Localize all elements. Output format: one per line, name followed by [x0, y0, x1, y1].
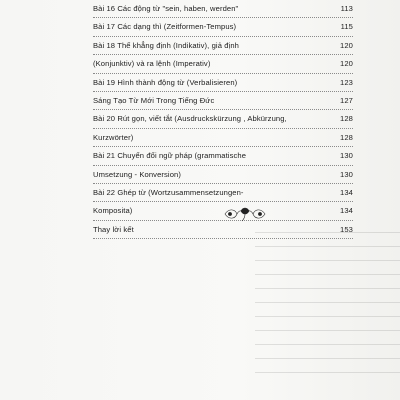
toc-entry-title: Thay lời kết: [93, 224, 134, 234]
toc-entry-page: 134: [340, 206, 353, 216]
toc-row: [93, 55, 353, 73]
toc-entry-page: 120: [340, 59, 353, 69]
toc-row: [93, 37, 353, 55]
toc-entry-title: Komposita): [93, 206, 133, 216]
toc-entry-page: 128: [340, 114, 353, 124]
toc-row: [93, 0, 353, 18]
toc-entry-title: Bài 16 Các động từ "sein, haben, werden": [93, 4, 239, 13]
toc-row: [93, 166, 353, 184]
toc-entry-page: 127: [340, 95, 353, 105]
floral-ornament-icon: [223, 205, 267, 223]
toc-entry-title: Bài 19 Hình thành động từ (Verbalisieren): [93, 77, 238, 87]
toc-row: [93, 18, 353, 36]
toc-entry-page: 128: [340, 132, 353, 142]
toc-row: [93, 129, 353, 147]
toc-entry-title: Kurzwörter): [93, 132, 134, 142]
toc-entry-title: Bài 22 Ghép từ (Wortzusammensetzungen-: [93, 187, 244, 197]
toc-entry-title: Bài 21 Chuyển đổi ngữ pháp (grammatische: [93, 151, 247, 161]
toc-row: [93, 184, 353, 202]
toc-entry-page: 113: [340, 4, 353, 13]
toc-entry-page: 130: [340, 151, 353, 161]
bleed-through-lines: [255, 232, 400, 397]
toc-entry-title: Umsetzung - Konversion): [93, 169, 181, 179]
toc-entry-page: 123: [340, 77, 353, 87]
toc-row: [93, 92, 353, 110]
toc-entry-page: 153: [340, 224, 353, 234]
toc-row: [93, 74, 353, 92]
toc-entry-title: (Konjunktiv) và ra lệnh (Imperativ): [93, 59, 211, 69]
toc-entry-page: 134: [340, 187, 353, 197]
toc-entry-title: Sáng Tạo Từ Mới Trong Tiếng Đức: [93, 95, 215, 105]
toc-entry-page: 115: [340, 22, 353, 32]
toc-entry-title: Bài 17 Các dạng thì (Zeitformen-Tempus): [93, 22, 237, 32]
toc-entry-title: Bài 20 Rút gọn, viết tắt (Ausdruckskürzung , Abkürzung,: [93, 114, 287, 124]
table-of-contents: [93, 0, 353, 239]
toc-entry-page: 130: [340, 169, 353, 179]
toc-entry-title: Bài 18 Thể khẳng định (Indikativ), giả định: [93, 40, 240, 50]
toc-row: [93, 110, 353, 128]
toc-entry-page: 120: [340, 40, 353, 50]
toc-row: [93, 147, 353, 165]
